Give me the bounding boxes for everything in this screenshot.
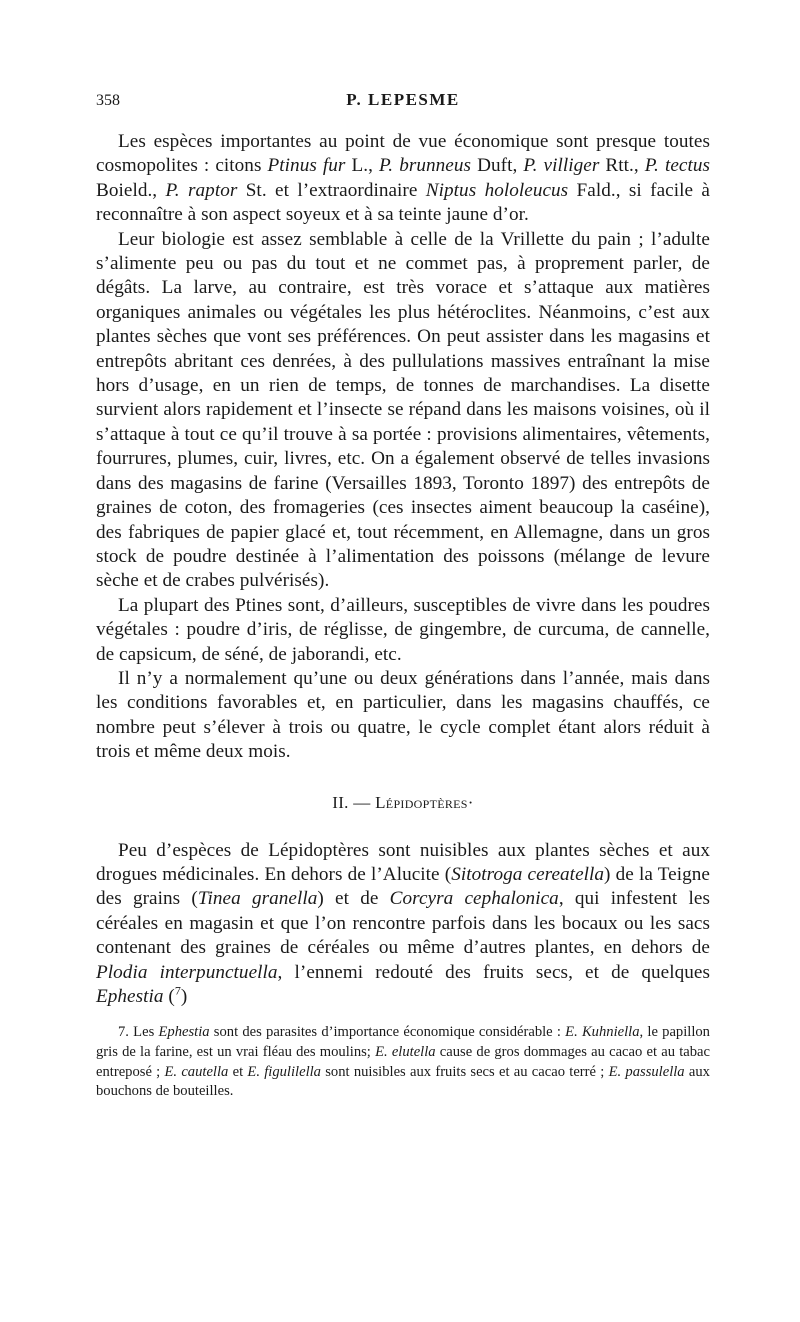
- text-run: St. et l’extraordinaire: [237, 179, 426, 201]
- italic-run: P. brunneus: [379, 155, 472, 177]
- italic-run: Tinea granella: [197, 888, 318, 910]
- italic-run: Corcyra cephalonica: [389, 888, 559, 910]
- italic-run: E. figulilella: [247, 1063, 321, 1080]
- italic-run: E. elutella: [375, 1044, 436, 1060]
- text-run: , le papillon gris de la farine, est un vrai fléau des moulins;: [96, 1024, 710, 1060]
- paragraph: [96, 228, 710, 594]
- text-run: ) et de: [317, 888, 390, 910]
- text-run: aux bouchons de bouteilles.: [96, 1063, 710, 1100]
- italic-run: Plodia interpunctuella: [96, 961, 278, 983]
- footnote: [96, 1023, 710, 1101]
- text-run: sont nuisibles aux fruits secs et au cacao terré ;: [320, 1063, 609, 1080]
- document-page: [96, 88, 710, 1102]
- text-run: Les espèces importantes au point de vue économique sont presque toutes cosmopolites : citons: [96, 131, 710, 177]
- text-run: ) de la Teigne des grains (: [96, 863, 710, 910]
- section-numeral: II. —: [332, 792, 376, 812]
- italic-run: P. villiger: [523, 155, 600, 177]
- italic-run: P. raptor: [165, 179, 238, 201]
- text-run: La plupart des Ptines sont, d’ailleurs, susceptibles de vivre dans les poudres végétales : poudre d’iris, de réglisse, de gingembre, de curcuma, de cannelle, de capsicum, de séné, de jaborandi, etc.: [96, 594, 710, 665]
- text-run: , qui infestent les céréales en magasin et que l’on rencontre parfois dans les bocaux ou les sacs contenant des graines de céréales ou même d’autres plantes, en dehors de: [96, 888, 710, 959]
- italic-run: E. passulella: [608, 1063, 685, 1080]
- footnote-ref: 7: [174, 983, 181, 998]
- italic-run: Ephestia: [96, 986, 164, 1007]
- text-run: sont des parasites d’importance économique considérable :: [209, 1024, 566, 1041]
- paragraph: [96, 130, 710, 228]
- paragraph: [96, 594, 710, 667]
- body-text: [96, 130, 710, 1009]
- running-head: [96, 88, 710, 118]
- running-head-author: P. LEPESME: [346, 90, 460, 109]
- text-run: (: [163, 986, 175, 1007]
- text-run: Duft,: [471, 155, 524, 177]
- paragraph: [96, 839, 710, 1010]
- text-run: Rtt.,: [599, 155, 645, 177]
- italic-run: Ptinus fur: [267, 155, 346, 177]
- italic-run: Ephestia: [158, 1024, 210, 1041]
- page-number: 358: [96, 92, 120, 109]
- text-run: 7. Les: [118, 1024, 159, 1041]
- section-title: Lépidoptères·: [375, 792, 474, 812]
- italic-run: Sitotroga cereatella: [451, 863, 605, 885]
- italic-run: P. tectus: [644, 155, 711, 177]
- text-run: et: [228, 1063, 248, 1080]
- text-run: L.,: [345, 155, 380, 177]
- paragraph: [96, 667, 710, 765]
- text-run: , l’ennemi redouté des fruits secs, et de quelques: [277, 961, 710, 983]
- text-run: ): [180, 986, 188, 1007]
- text-run: Il n’y a normalement qu’une ou deux générations dans l’année, mais dans les conditions favorables et, en particulier, dans les magasins chauffés, ce nombre peut s’élever à trois ou quatre, le cycle complet étant alors réduit à trois et même deux mois.: [96, 667, 710, 763]
- text-run: Boield.,: [96, 179, 166, 201]
- italic-run: E. Kuhniella: [565, 1024, 640, 1041]
- text-run: cause de gros dommages au cacao et au tabac entreposé ;: [96, 1044, 710, 1080]
- section-heading: [96, 793, 710, 813]
- italic-run: E. cautella: [164, 1063, 229, 1080]
- text-run: Fald., si facile à reconnaître à son aspect soyeux et à sa teinte jaune d’or.: [96, 179, 710, 226]
- text-run: Peu d’espèces de Lépidoptères sont nuisibles aux plantes sèches et aux drogues médicinales. En dehors de l’Alucite (: [96, 839, 710, 885]
- text-run: Leur biologie est assez semblable à celle de la Vrillette du pain ; l’adulte s’alimente peu ou pas du tout et ne commet pas, à proprement parler, de dégâts. La larve, au contraire, est très vorace et s’attaque aux matières organiques animales ou végétales les plus hétéroclites. Néanmoins, c’est aux plantes sèches que vont ses préférences. On peut assister dans les magasins et entrepôts abritant ces denrées, à des pullulations massives entraînant la mise hors d’usage, en un rien de temps, de tonnes de marchandises. La disette survient alors rapidement et l’insecte se répand dans les maisons voisines, où il s’attaque à tout ce qu’il trouve à sa portée : provisions alimentaires, vêtements, fourrures, plumes, cuir, livres, etc. On a également observé de telles invasions dans des magasins de farine (Versailles 1893, Toronto 1897) des entrepôts de graines de coton, des fromageries (ces insectes aiment beaucoup la caséine), des fabriques de papier glacé et, tout récemment, en Allemagne, dans un gros stock de poudre destinée à l’alimentation des poissons (mélange de levure sèche et de crabes pulvérisés).: [96, 228, 710, 592]
- italic-run: Niptus hololeucus: [425, 179, 569, 201]
